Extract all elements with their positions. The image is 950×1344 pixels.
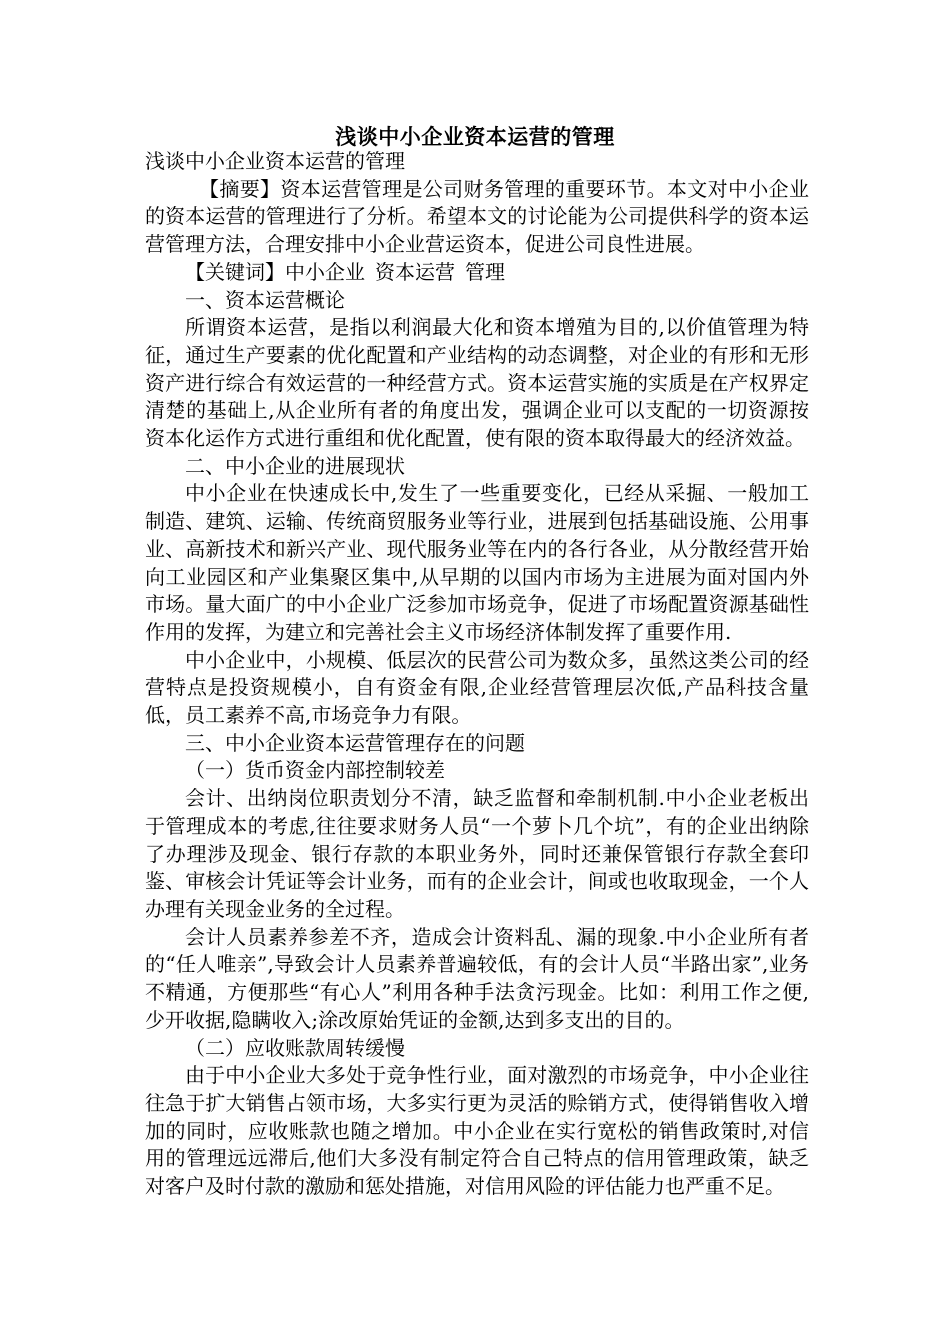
body-paragraph: 中小企业在快速成长中,发生了一些重要变化，已经从采掘、一般加工制造、建筑、运输、传统商贸服务业等行业，进展到包括基础设施、公用事业、高新技术和新兴产业、现代服务业等在内的各行各业，从分散经营开始向工业园区和产业集聚区集中,从早期的以国内市场为主进展为面对国内外市场。量大面广的中小企业广泛参加市场竞争，促进了市场配置资源基础性作用的发挥，为建立和完善社会主义市场经济体制发挥了重要作用. bbox=[145, 481, 809, 644]
document-body bbox=[145, 148, 809, 1201]
keyword-term: 资本运营 bbox=[375, 259, 455, 284]
body-paragraph: 由于中小企业大多处于竞争性行业，面对激烈的市场竞争，中小企业往往急于扩大销售占领市场，大多实行更为灵活的赊销方式，使得销售收入增加的同时，应收账款也随之增加。中小企业在实行宽松的销售政策时,对信用的管理远远滞后,他们大多没有制定符合自己特点的信用管理政策，缺乏对客户及时付款的激励和惩处措施，对信用风险的评估能力也严重不足。 bbox=[145, 1063, 809, 1199]
document-title: 浅谈中小企业资本运营的管理 bbox=[335, 124, 615, 149]
keywords-label: 【关键词】中小企业 bbox=[185, 259, 365, 284]
keywords-line bbox=[145, 259, 809, 287]
section-heading: 一、资本运营概论 bbox=[185, 287, 345, 312]
subsection-heading: （二）应收账款周转缓慢 bbox=[185, 1035, 405, 1060]
body-paragraph: 所谓资本运营，是指以利润最大化和资本增殖为目的,以价值管理为特征，通过生产要素的优化配置和产业结构的动态调整，对企业的有形和无形资产进行综合有效运营的一种经营方式。资本运营实施的实质是在产权界定清楚的基础上,从企业所有者的角度出发，强调企业可以支配的一切资源按资本化运作方式进行重组和优化配置，使有限的资本取得最大的经济效益。 bbox=[145, 315, 809, 451]
section-heading: 二、中小企业的进展现状 bbox=[185, 453, 405, 478]
document-subtitle: 浅谈中小企业资本运营的管理 bbox=[145, 149, 405, 173]
abstract-paragraph: 【摘要】资本运营管理是公司财务管理的重要环节。本文对中小企业的资本运营的管理进行了分析。希望本文的讨论能为公司提供科学的资本运营管理方法，合理安排中小企业营运资本，促进公司良性进展。 bbox=[145, 176, 809, 257]
body-paragraph: 会计人员素养参差不齐，造成会计资料乱、漏的现象.中小企业所有者的“任人唯亲”,导致会计人员素养普遍较低，有的会计人员“半路出家”,业务不精通，方便那些“有心人”利用各种手法贪污现金。比如：利用工作之便,少开收据,隐瞒收入;涂改原始凭证的金额,达到多支出的目的。 bbox=[145, 924, 809, 1032]
body-paragraph: 会计、出纳岗位职责划分不清，缺乏监督和牵制机制.中小企业老板出于管理成本的考虑,往往要求财务人员“一个萝卜几个坑”，有的企业出纳除了办理涉及现金、银行存款的本职业务外，同时还兼保管银行存款全套印鉴、审核会计凭证等会计业务，而有的企业会计，间或也收取现金，一个人办理有关现金业务的全过程。 bbox=[145, 786, 809, 921]
body-paragraph: 中小企业中，小规模、低层次的民营公司为数众多，虽然这类公司的经营特点是投资规模小，自有资金有限,企业经营管理层次低,产品科技含量低，员工素养不高,市场竞争力有限。 bbox=[145, 647, 809, 728]
section-heading: 三、中小企业资本运营管理存在的问题 bbox=[185, 730, 525, 755]
keyword-term: 管理 bbox=[465, 259, 505, 284]
subsection-heading: （一）货币资金内部控制较差 bbox=[185, 758, 445, 783]
